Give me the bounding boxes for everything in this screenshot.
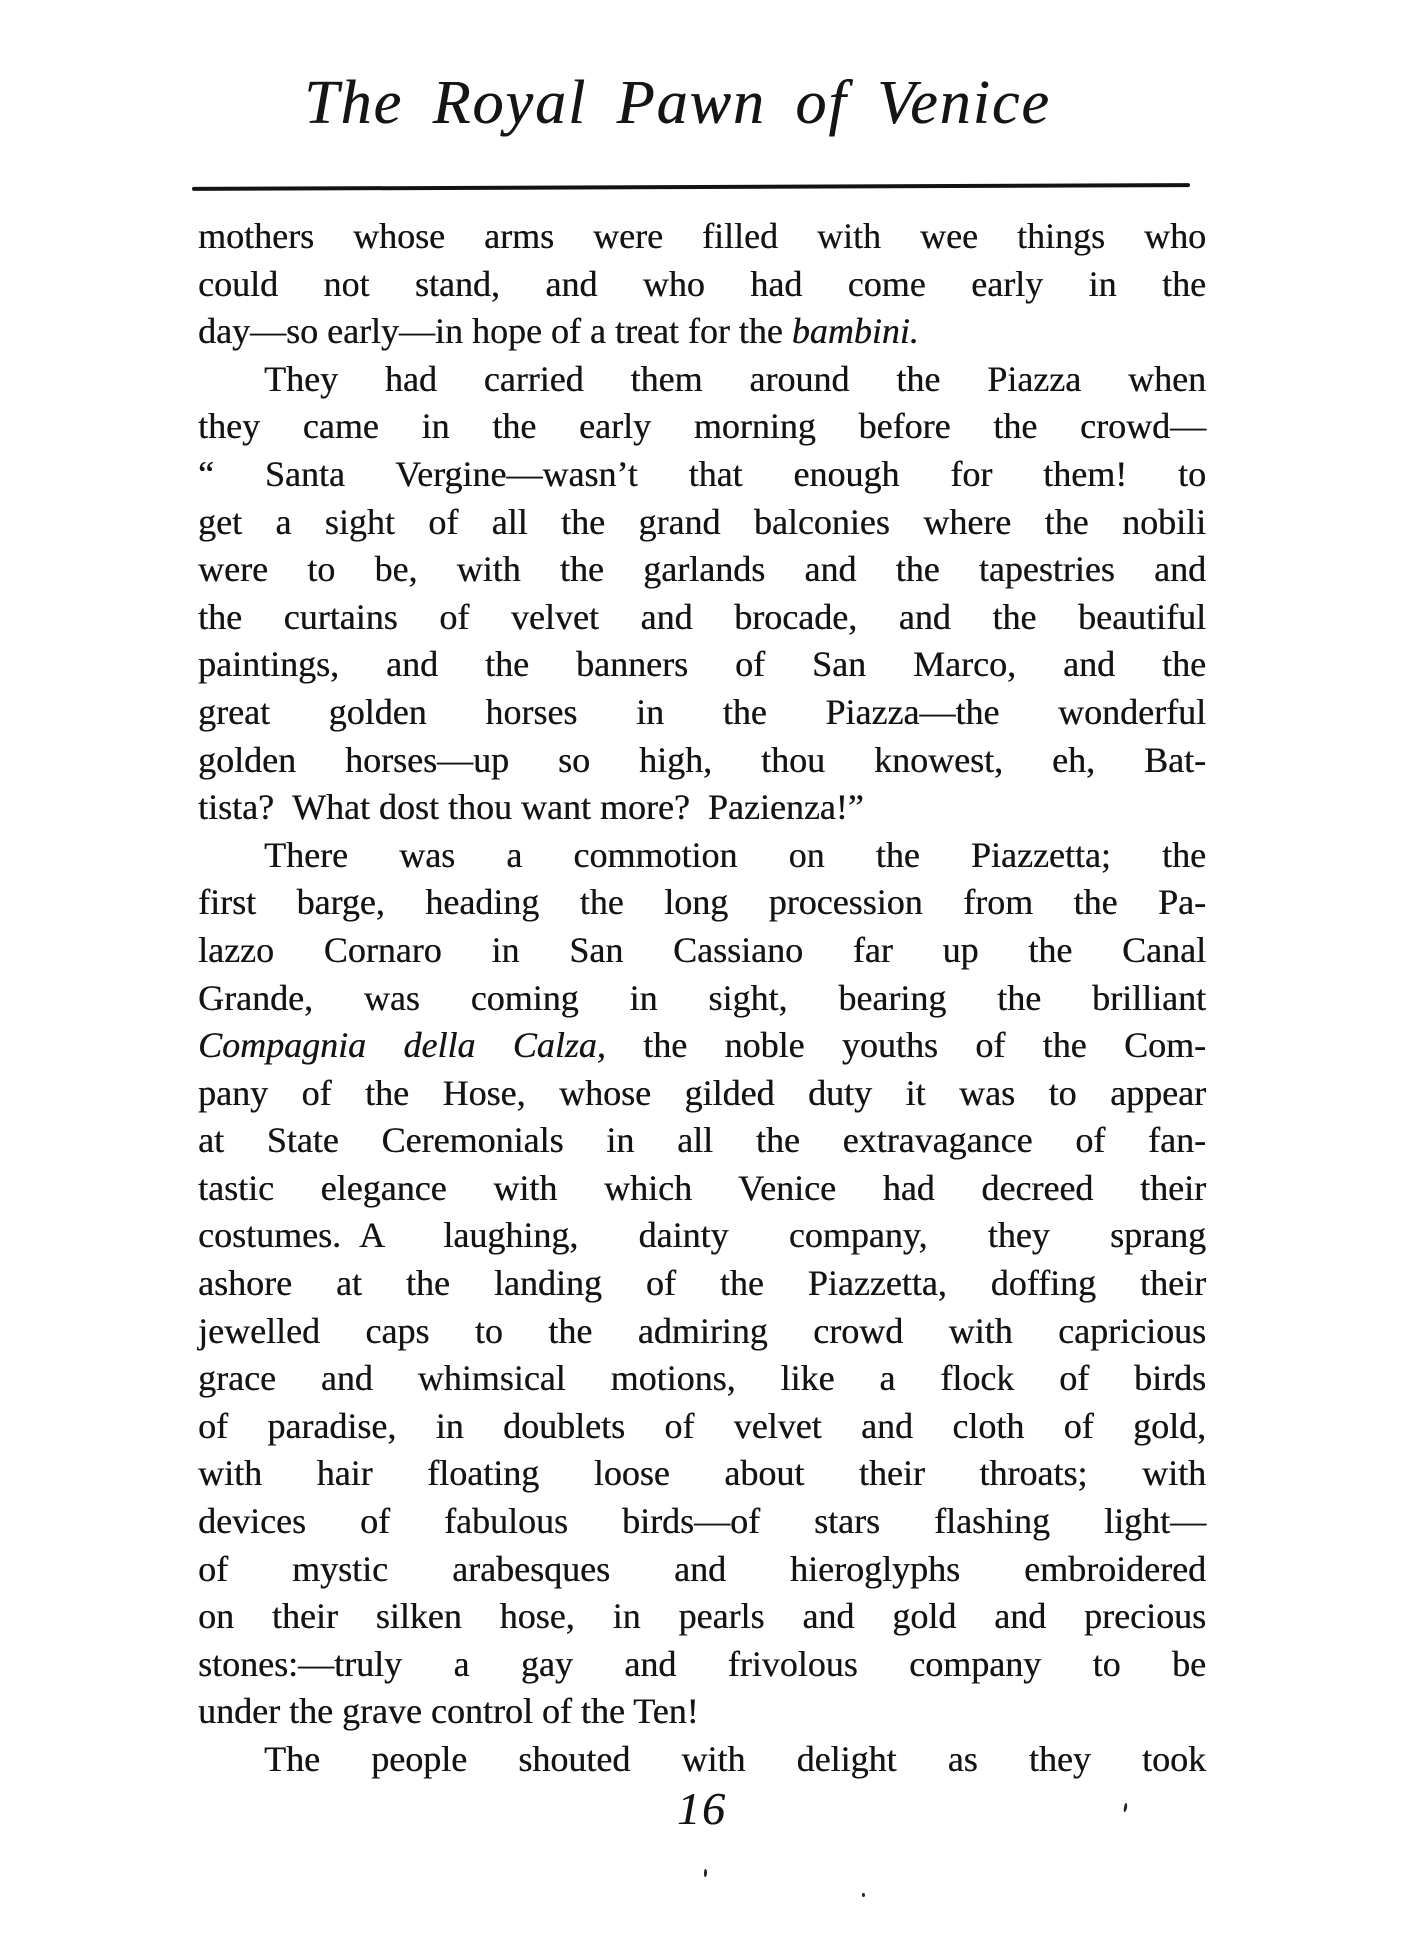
text-segment: ashore at the landing of the Piazzetta, doffing their: [198, 1263, 1206, 1304]
text-line: [198, 1070, 1206, 1118]
header-rule: [192, 183, 1190, 191]
text-line: [198, 1641, 1206, 1689]
text-segment: could not stand, and who had come early in the: [198, 263, 1206, 304]
text-line: [198, 1498, 1206, 1546]
text-segment: grace and whimsical motions, like a flock of birds: [198, 1358, 1206, 1399]
text-line: [198, 308, 1206, 356]
text-line: [198, 1736, 1206, 1784]
text-segment: the curtains of velvet and brocade, and the beautiful: [198, 596, 1206, 637]
text-segment: The people shouted with delight as they took: [264, 1739, 1206, 1779]
text-segment: mothers whose arms were filled with wee things who: [198, 216, 1206, 256]
text-line: [198, 1593, 1206, 1641]
text-line: [198, 832, 1206, 880]
text-line: [198, 1022, 1206, 1070]
text-segment: jewelled caps to the admiring crowd with capricious: [198, 1310, 1206, 1351]
text-line: [198, 1212, 1206, 1260]
text-line: [198, 1546, 1206, 1594]
text-line: [198, 784, 1206, 832]
text-segment: stones:—truly a gay and frivolous company to be: [198, 1643, 1206, 1684]
italic-text-segment: bambini.: [791, 311, 919, 352]
text-segment: the noble youths of the Com-: [605, 1025, 1206, 1066]
text-segment: tista? What dost thou want more? Pazienza!”: [198, 787, 864, 828]
page-number: 16: [677, 1783, 727, 1834]
text-segment: There was a commotion on the Piazzetta; the: [264, 834, 1206, 875]
text-segment: of paradise, in doublets of velvet and cloth of gold,: [198, 1405, 1206, 1446]
text-segment: pany of the Hose, whose gilded duty it was to appear: [198, 1072, 1206, 1113]
text-line: [198, 1308, 1206, 1356]
text-segment: day—so early—in hope of a treat for the: [198, 311, 792, 352]
text-segment: with hair floating loose about their throats; with: [198, 1453, 1206, 1494]
text-segment: on their silken hose, in pearls and gold and precious: [198, 1596, 1206, 1637]
text-segment: were to be, with the garlands and the tapestries and: [198, 549, 1206, 590]
text-segment: devices of fabulous birds—of stars flashing light—: [198, 1501, 1206, 1542]
text-line: [198, 689, 1206, 737]
text-segment: golden horses—up so high, thou knowest, eh, Bat-: [198, 739, 1206, 780]
text-segment: costumes. A laughing, dainty company, they sprang: [198, 1215, 1206, 1256]
text-line: [198, 641, 1206, 689]
text-segment: Grande, was coming in sight, bearing the brilliant: [198, 977, 1206, 1018]
text-line: [198, 499, 1206, 547]
text-line: [198, 927, 1206, 975]
italic-text-segment: Compagnia della Calza,: [198, 1025, 606, 1066]
text-line: [198, 356, 1206, 404]
body-text: [198, 213, 1206, 1784]
text-line: [198, 1688, 1206, 1736]
text-segment: first barge, heading the long procession from the Pa-: [198, 882, 1206, 923]
text-line: [198, 1117, 1206, 1165]
scan-speck: [862, 1893, 865, 1897]
text-segment: tastic elegance with which Venice had decreed their: [198, 1167, 1206, 1208]
text-line: [198, 546, 1206, 594]
scan-speck: [704, 1869, 708, 1877]
text-segment: “ Santa Vergine—wasn’t that enough for them! to: [198, 453, 1206, 494]
running-header: [165, 68, 1190, 139]
text-segment: under the grave control of the Ten!: [198, 1691, 699, 1732]
text-segment: at State Ceremonials in all the extravagance of fan-: [198, 1120, 1206, 1161]
text-segment: get a sight of all the grand balconies where the nobili: [198, 501, 1206, 542]
text-line: [198, 1165, 1206, 1213]
text-segment: They had carried them around the Piazza when: [264, 358, 1206, 399]
text-segment: great golden horses in the Piazza—the wonderful: [198, 691, 1206, 732]
text-segment: of mystic arabesques and hieroglyphs embroidered: [198, 1548, 1206, 1589]
text-segment: paintings, and the banners of San Marco, and the: [198, 644, 1206, 685]
text-segment: they came in the early morning before the crowd—: [198, 406, 1206, 447]
text-line: [198, 879, 1206, 927]
page-title: The Royal Pawn of Venice: [304, 69, 1051, 137]
text-line: [198, 1450, 1206, 1498]
text-line: [198, 451, 1206, 499]
text-segment: lazzo Cornaro in San Cassiano far up the Canal: [198, 929, 1206, 970]
text-line: [198, 594, 1206, 642]
text-line: [198, 975, 1206, 1023]
text-line: [198, 213, 1206, 261]
text-line: [198, 737, 1206, 785]
text-line: [198, 1355, 1206, 1403]
text-line: [198, 1260, 1206, 1308]
text-line: [198, 1403, 1206, 1451]
text-line: [198, 403, 1206, 451]
text-line: [198, 261, 1206, 309]
